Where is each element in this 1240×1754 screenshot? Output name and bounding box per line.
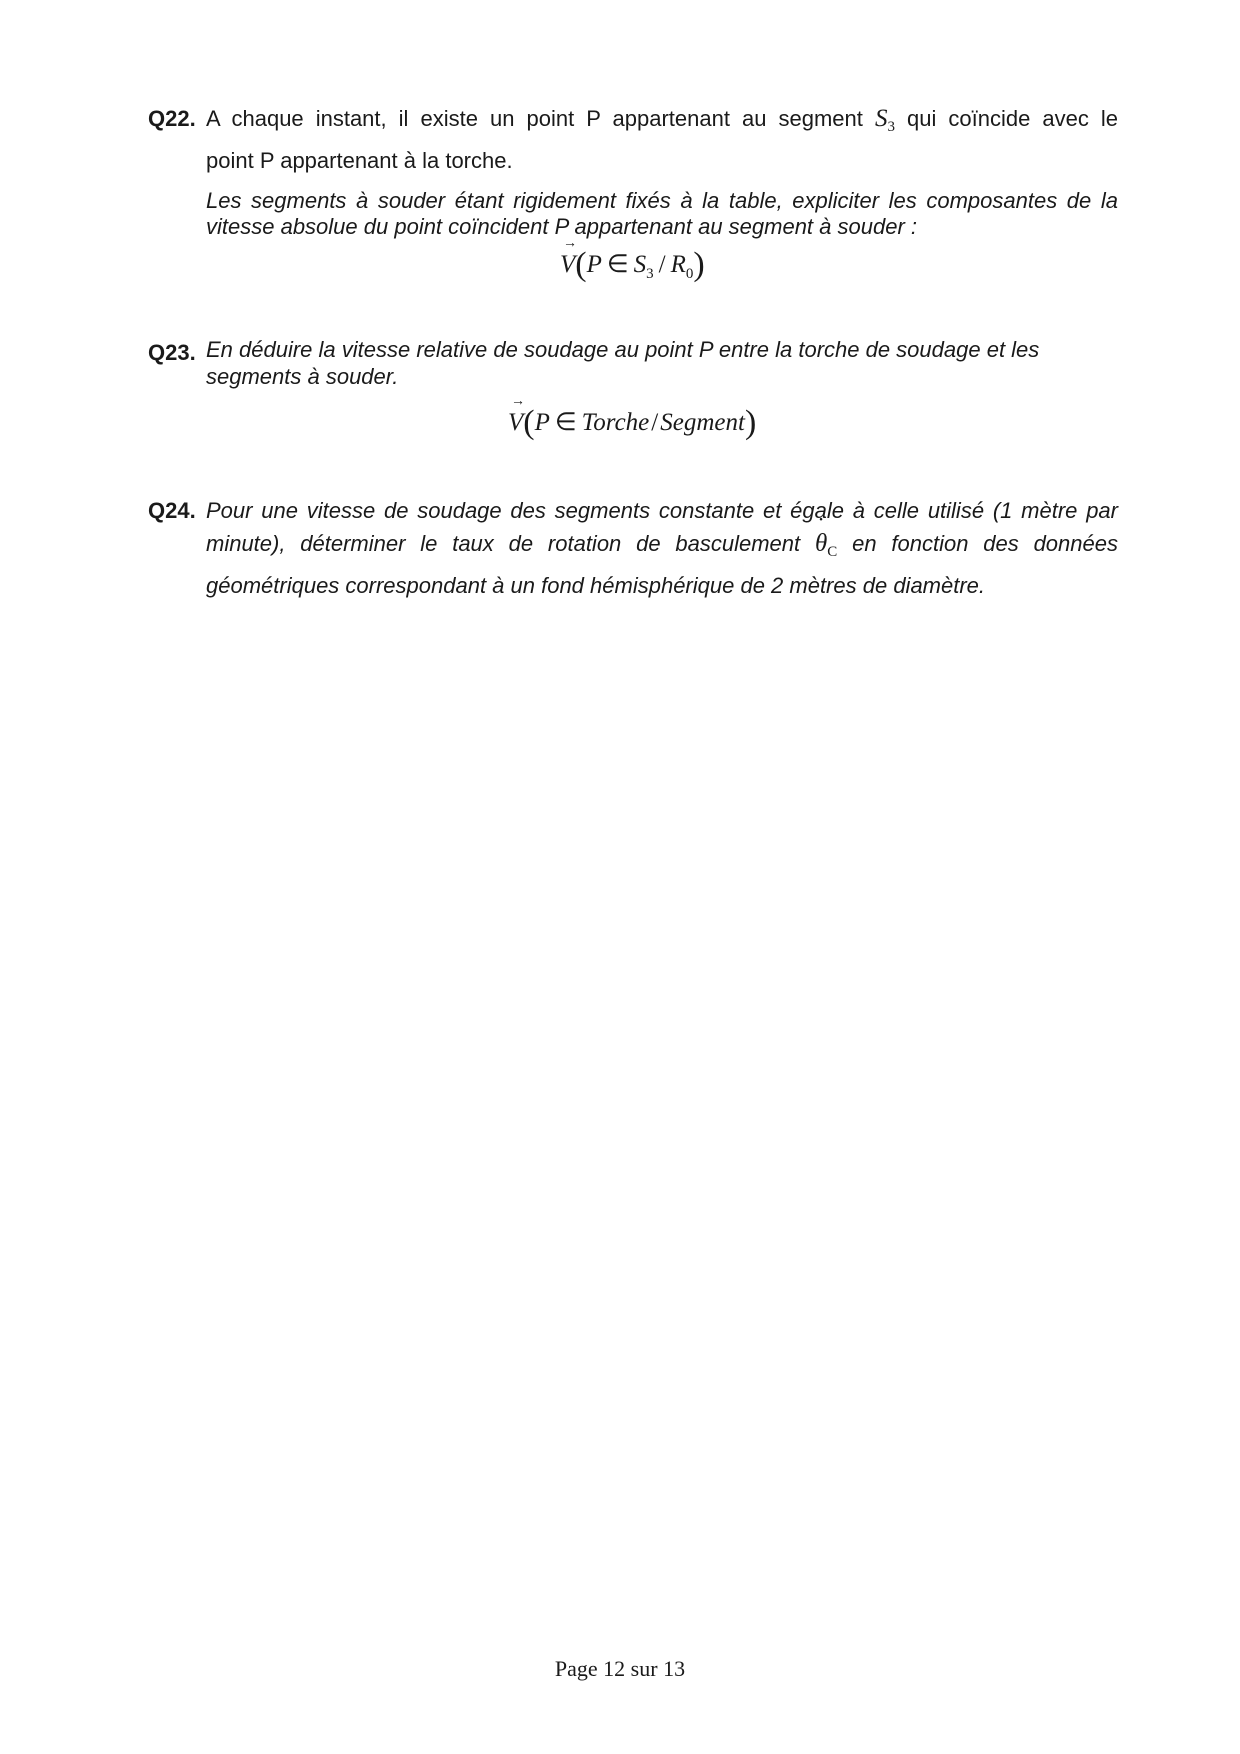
instruction-line: Les segments à souder étant rigidement fixés à la table, expliciter les composantes de la (206, 188, 1118, 213)
question-text-line: minute), déterminer le taux de rotation de basculement ˙ $\theta_C$ en fonction des données (206, 527, 1118, 569)
question-body (206, 102, 1118, 240)
question-text-line (206, 102, 1118, 144)
question-text-line: En déduire la vitesse relative de soudage au point P entre la torche de soudage et les (206, 337, 1040, 362)
question-q24 (148, 494, 1118, 602)
question-text: A chaque instant, il existe un point P appartenant au segment (206, 106, 863, 131)
question-q22 (148, 102, 1118, 240)
question-text-line: géométriques correspondant à un fond hémisphérique de 2 mètres de diamètre. (206, 573, 986, 598)
question-number: Q22. (148, 106, 196, 131)
instruction-line: vitesse absolue du point coïncident P appartenant au segment à souder : (206, 214, 917, 239)
question-text-line: point P appartenant à la torche. (206, 148, 513, 173)
page-number: Page 12 sur 13 (554, 1656, 686, 1681)
question-number: Q24. (148, 498, 196, 523)
question-body (206, 336, 1118, 390)
question-q23 (148, 336, 1118, 390)
math-symbol: $S_3$ (874, 105, 895, 135)
formula-absolute-velocity: → V(P ∈ $S_3 / R_0$) (560, 246, 705, 284)
formula-relative-velocity: → V(P ∈ Torche/Segment) (508, 404, 756, 442)
question-number: Q23. (148, 340, 196, 365)
question-body (206, 494, 1118, 602)
question-text-line: Pour une vitesse de soudage des segments constante et égale à celle utilisé (1 mètre par (206, 498, 1118, 523)
question-text: qui coïncide avec le (907, 106, 1118, 131)
question-text-line: segments à souder. (206, 364, 399, 389)
math-theta-dot: ˙ $\theta_C$ (815, 530, 837, 557)
